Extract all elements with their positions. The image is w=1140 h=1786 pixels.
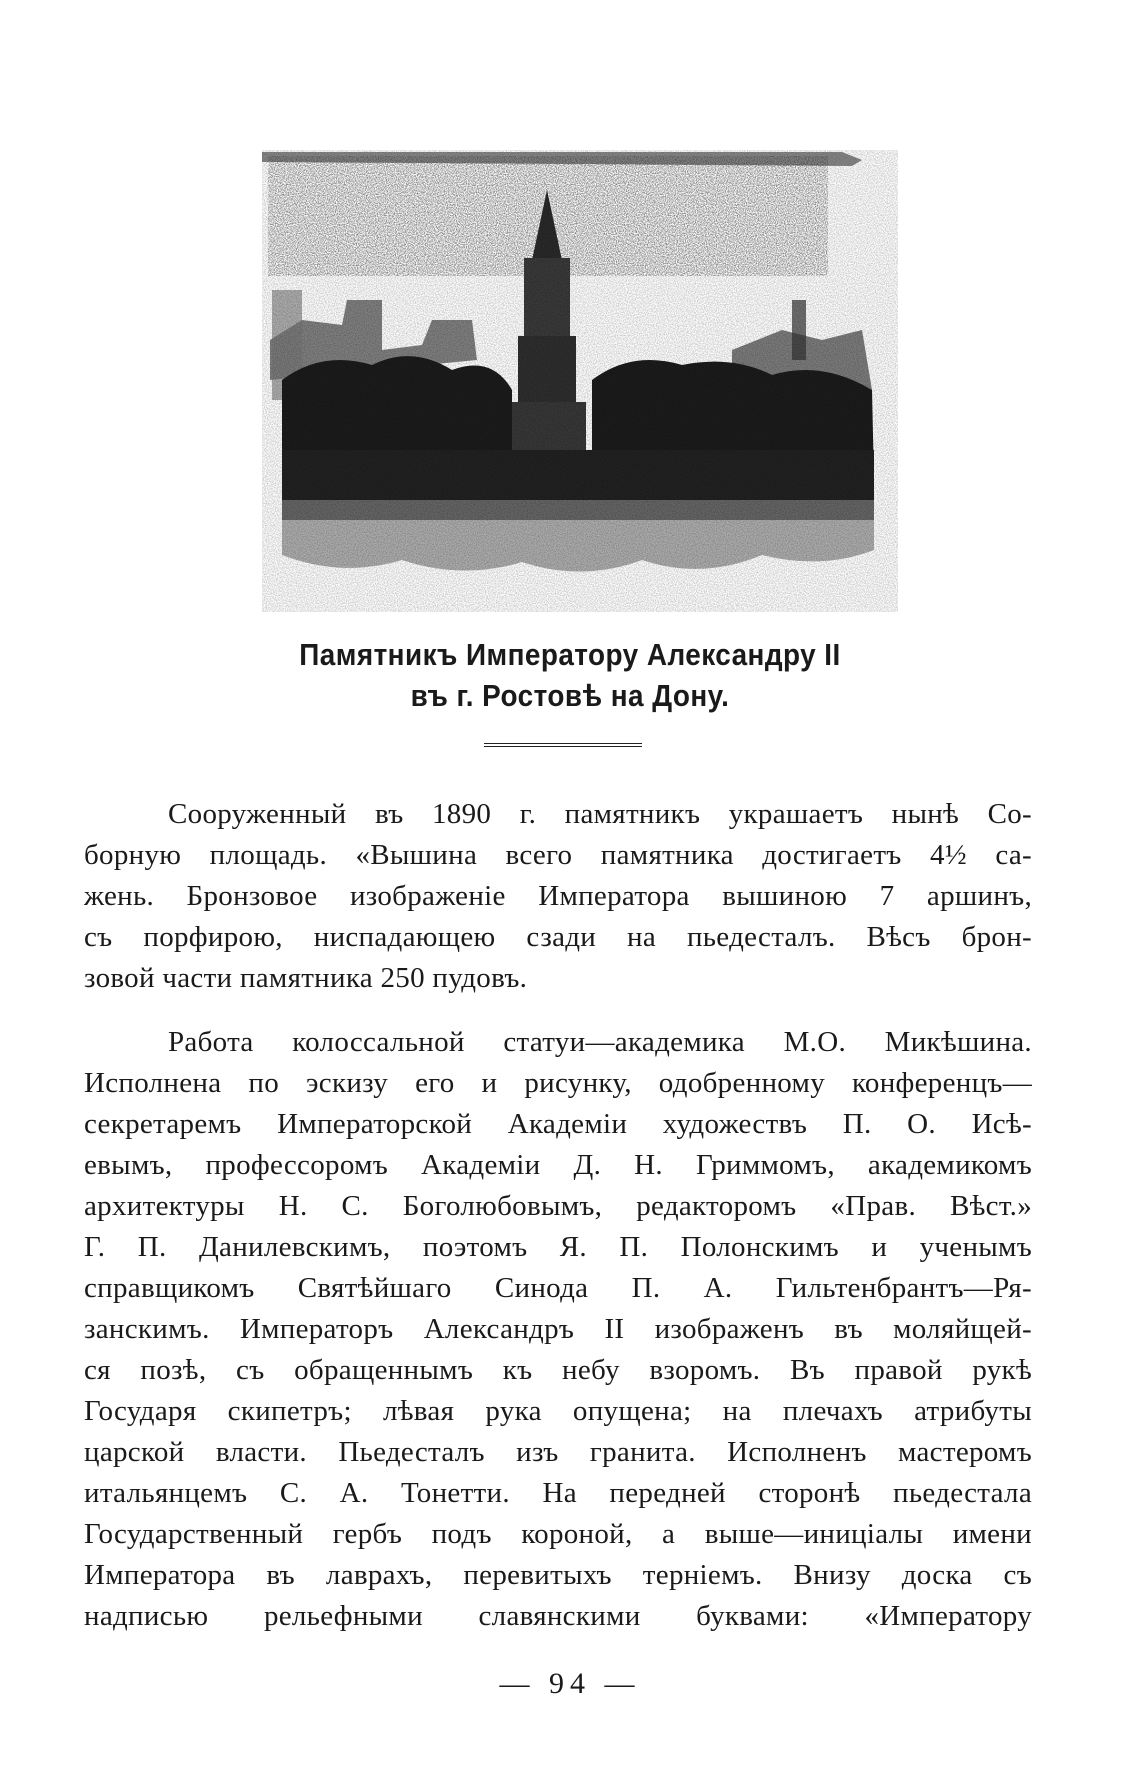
text-line: надписью рельефными славянскими буквами: «Императору — [84, 1600, 1032, 1632]
text-line: Сооруженный въ 1890 г. памятникъ украшаетъ нынѣ Со- — [168, 798, 1032, 830]
text-line: борную площадь. «Вышина всего памятника достигаетъ 4½ са- — [84, 839, 1032, 871]
text-line: архитектуры Н. С. Боголюбовымъ, редакторомъ «Прав. Вѣст.» — [84, 1190, 1032, 1222]
text-line: Исполнена по эскизу его и рисунку, одобренному конференцъ— — [84, 1067, 1032, 1099]
text-line: Императора въ лаврахъ, перевитыхъ терніемъ. Внизу доска съ — [84, 1559, 1032, 1591]
text-line: зовой части памятника 250 пудовъ. — [84, 962, 528, 994]
text-line: Работа колоссальной статуи—академика М.О. Микѣшина. — [168, 1026, 1032, 1058]
text-line: съ порфирою, ниспадающею сзади на пьедесталъ. Вѣсъ брон- — [84, 921, 1032, 953]
text-line: Г. П. Данилевскимъ, поэтомъ Я. П. Полонскимъ и ученымъ — [84, 1231, 1032, 1263]
text-line: ся позѣ, съ обращеннымъ къ небу взоромъ. Въ правой рукѣ — [84, 1354, 1032, 1386]
text-line: Государя скипетръ; лѣвая рука опущена; на плечахъ атрибуты — [84, 1395, 1032, 1427]
divider-rule — [484, 743, 642, 747]
caption-line-1: Памятникъ Императору Александру II — [299, 637, 841, 672]
text-line: итальянцемъ С. А. Тонетти. На передней сторонѣ пьедестала — [84, 1477, 1032, 1509]
text-line: справщикомъ Святѣйшаго Синода П. А. Гильтенбрантъ—Ря- — [84, 1272, 1032, 1304]
text-line: секретаремъ Императорской Академіи художествъ П. О. Исѣ- — [84, 1108, 1032, 1140]
text-line: царской власти. Пьедесталъ изъ гранита. Исполненъ мастеромъ — [84, 1436, 1032, 1468]
monument-photo — [262, 150, 898, 612]
text-line: Государственный гербъ подъ короной, а выше—иниціалы имени — [84, 1518, 1032, 1550]
monument-photo-image — [262, 150, 898, 612]
caption-line-2: въ г. Ростовѣ на Дону. — [410, 678, 730, 713]
text-line: занскимъ. Императоръ Александръ II изображенъ въ моляйщей- — [84, 1313, 1032, 1345]
text-line: жень. Бронзовое изображеніе Императора вышиною 7 аршинъ, — [84, 880, 1032, 912]
text-line: евымъ, профессоромъ Академіи Д. Н. Гриммомъ, академикомъ — [84, 1149, 1032, 1181]
page-number: — 94 — — [499, 1667, 641, 1700]
